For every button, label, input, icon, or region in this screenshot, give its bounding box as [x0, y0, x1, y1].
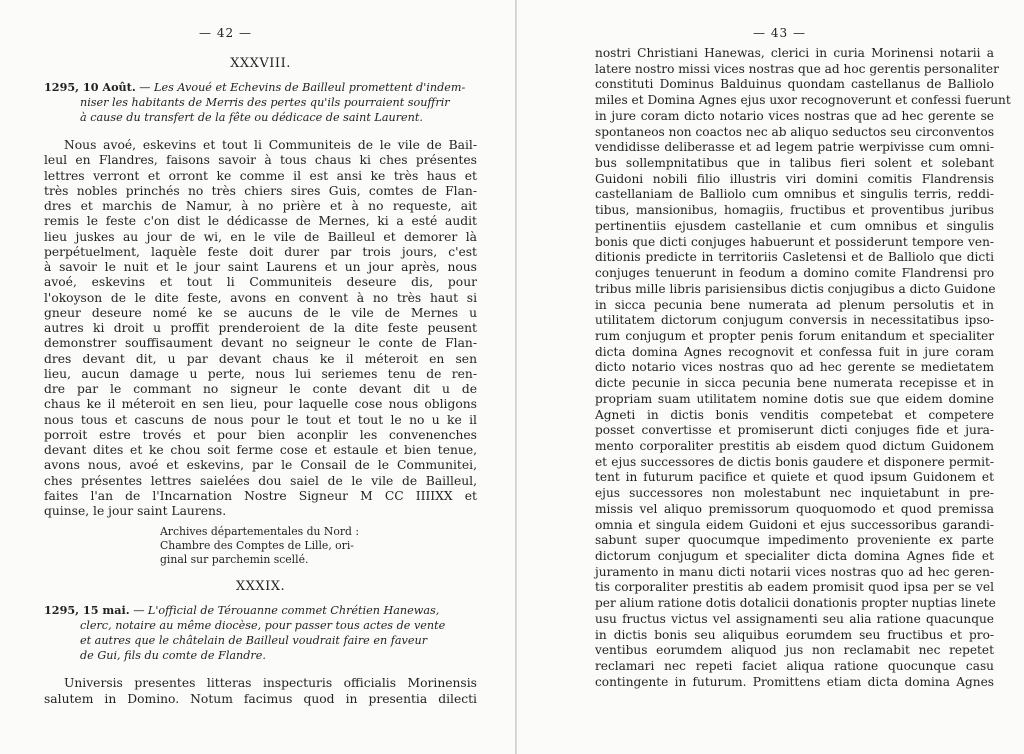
text-line: bonis que dicti conjuges habuerunt et possiderunt tempore ven- — [595, 234, 994, 249]
text-line: perpétuelment, laquèle feste doit durer par trois jours, c'est — [44, 244, 477, 259]
summary-first-line: — Les Avoué et Echevins de Bailleul promettent d'indem- — [139, 81, 466, 94]
text-line: missis vel aliquo premissorum quoquomodo et quod premissa — [595, 501, 994, 516]
text-line: in dictis bonis seu aliquibus eorumdem seu fructibus et pro- — [595, 627, 994, 642]
text-line: propriam suam utilitatem nomine dotis sue que eidem domine — [595, 391, 994, 406]
text-line: lieu juskes au jour de wi, en le vile de Bailleul et demorer là — [44, 229, 477, 244]
text-line: rum conjugum et propter penis forum enitandum et specialiter — [595, 328, 994, 343]
text-line: in jure coram dicto notario vices nostras que ad hec gerente se — [595, 108, 994, 123]
text-line: lettres verront et orront ke comme il est ansi ke très haus et — [44, 168, 477, 183]
page-number-left: — 42 — — [199, 26, 252, 40]
text-line: Guidoni nobili filio illustris viri domini comitis Flandrensis — [595, 171, 994, 186]
text-line: tibus, mansionibus, homagiis, fructibus et proventibus juribus — [595, 203, 994, 218]
charter-date: 1295, 10 Août. — [44, 80, 136, 94]
text-line: gneur deseure nomé ke se aucuns de le vile de Mernes u — [44, 305, 477, 320]
text-line: ches présentes lettres saielées dou saiel de le vile de Bailleul, — [44, 473, 477, 488]
text-line: avoé, eskevins et tout li Communiteis deseure dis, pour — [44, 275, 477, 290]
text-line: l'okoyson de le dite feste, avons en convent à no très haut si — [44, 290, 477, 305]
text-line: Nous avoé, eskevins et tout li Communiteis de le vile de Bail- — [64, 138, 477, 152]
text-line: juramento in manu dicti notarii vices nostras quo ad hec geren- — [595, 564, 994, 579]
text-line: remis le feste c'on dist le dédicasse de Mernes, ki a esté audit — [44, 214, 477, 229]
text-line: ejus successores non molestabunt nec inquietabunt in pre- — [595, 486, 994, 501]
text-line: castellaniam de Balliolo cum omnibus et singulis terris, reddi- — [595, 187, 994, 202]
text-line: dictorum conjugum et specialiter dicta domina Agnes fide et — [595, 549, 994, 563]
archive-line: Archives départementales du Nord : — [160, 525, 359, 539]
text-line: Universis presentes litteras inspecturis officialis Morinensis — [64, 676, 477, 691]
text-line: mento corporaliter prestitis ab eisdem quod dictum Guidonem — [595, 438, 994, 453]
archive-line: Chambre des Comptes de Lille, ori- — [160, 539, 354, 553]
text-line: très nobles princhés no très chiers sires Guis, comtes de Flan- — [44, 183, 477, 198]
text-line: tent in futurum pacifice et quiete et quod ipsum Guidonem et — [595, 470, 994, 485]
charter-date: 1295, 15 mai. — [44, 603, 130, 618]
charter-summary-xxxix — [44, 603, 477, 663]
charter-text-xxxviii — [44, 138, 477, 519]
archive-line: ginal sur parchemin scellé. — [160, 553, 309, 567]
text-line: tis corporaliter prestitis ab eadem promisit quod ipsa per se vel — [595, 580, 994, 595]
archive-reference — [160, 525, 477, 567]
text-line: autres ki droit u proffit prenderoient de la dite feste peusent — [44, 321, 477, 335]
text-line: constituti Dominus Balduinus quondam castellanus de Balliolo — [595, 77, 994, 92]
page-number-right: — 43 — — [753, 26, 806, 40]
text-line: ditionis predicte in territoriis Casletensi et de Balliolo que dicti — [595, 250, 994, 265]
summary-line: à cause du transfert de la fête ou dédicace de saint Laurent. — [80, 111, 423, 124]
right-page — [517, 0, 1024, 754]
text-line: ventibus eorumdem aliquod jus non reclamabit nec repetet — [595, 643, 994, 658]
text-line: avons nous, avoé et eskevins, par le Consail de le Communitei, — [44, 458, 477, 473]
text-line: tribus mille libris parisiensibus dictis conjugibus a dicto Guidone — [595, 281, 996, 296]
text-line: contingente in futurum. Promittens etiam dicta domina Agnes — [595, 674, 994, 689]
text-line: dre par le commant no signeur le conte devant dit u de — [44, 382, 477, 396]
text-line: miles et Domina Agnes ejus uxor recognoverunt et confessi fuerunt — [595, 93, 1011, 108]
text-line: latere nostro missi vices nostras que ad hoc gerentis personaliter — [595, 61, 999, 76]
text-line: dres et marchis de Namur, à no prière et à no requeste, ait — [44, 199, 477, 213]
text-line: dicto notario vices nostras quo ad hec gerente se medietatem — [595, 360, 994, 375]
text-line: reclamari nec repeti faciet aliqua ratione quocunque casu — [595, 659, 994, 674]
charter-text-xxxix — [44, 676, 477, 707]
text-line: bus sollempnitatibus que in talibus fieri solent et solebant — [595, 156, 994, 171]
text-line: vendidisse deliberasse et ad legem patrie werpivisse cum omni- — [595, 140, 994, 155]
summary-line: de Gui, fils du comte de Flandre. — [80, 649, 266, 663]
charter-number-xxxviii: XXXVIII. — [230, 56, 291, 71]
text-line: dicta domina Agnes recognovit et confessa fuit in jure coram — [595, 344, 994, 359]
text-line: devant dites et ke chou soit ferme cose et estaule et bien tenue, — [44, 443, 477, 457]
text-line: usu fructus victus vel assignamenti seu alia ratione quacunque — [595, 611, 994, 626]
text-line: dres devant dit, u par devant chaus ke il méteroit en sen — [44, 351, 477, 366]
text-line: porroit estre trovés et pour bien aconplir les convenenches — [44, 427, 477, 442]
charter-summary-xxxviii — [44, 80, 477, 125]
summary-first-line: — L'official de Térouanne commet Chrétien Hanewas, — [133, 604, 440, 618]
text-line: sabunt super quocumque impedimento proveniente ex parte — [595, 533, 994, 548]
text-line: faites l'an de l'Incarnation Nostre Signeur M CC IIIIXX et — [44, 488, 477, 503]
text-line: per alium ratione dotis dotalicii donationis propter nuptias linete — [595, 596, 996, 611]
text-line: nous tous et cascuns de nous pour le tout et tout le no u ke il — [44, 412, 477, 427]
text-line: nostri Christiani Hanewas, clerici in curia Morinensi notarii a — [595, 46, 994, 60]
text-line: leul en Flandres, faisons savoir à tous chaus ki ches présentes — [44, 153, 477, 168]
text-line: in sicca pecunia bene numerata ad plenum persolutis et in — [595, 297, 994, 312]
text-line: omnia et singula eidem Guidoni et ejus successoribus garandi- — [595, 517, 994, 532]
summary-line: clerc, notaire au même diocèse, pour passer tous actes de vente — [80, 619, 446, 633]
text-line: pertinentiis ejusdem castellanie et cum omnibus et singulis — [595, 218, 994, 233]
charter-text-continued — [595, 46, 1011, 690]
text-line: quinse, le jour saint Laurens. — [44, 504, 227, 518]
text-line: demonstrer souffisaument devant no seigneur le conte de Flan- — [44, 336, 477, 351]
text-line: à savoir le nuit et le jour saint Laurens et un jour après, nous — [44, 260, 477, 274]
text-line: conjuges tenuerunt in feodum a domino comite Flandrensi pro — [595, 266, 994, 281]
text-line: salutem in Domino. Notum facimus quod in presentia dilecti — [44, 691, 477, 706]
text-line: lieu, aucun damage u perte, nous lui seriemes tenu de ren- — [44, 366, 477, 381]
text-line: spontaneos non coactos nec ab aliquo seductos seu circonventos — [595, 124, 995, 139]
text-line: Agneti in dictis bonis venditis competebat et competere — [595, 407, 994, 422]
summary-line: et autres que le châtelain de Bailleul voudrait faire en faveur — [80, 634, 428, 648]
text-line: et ejus successores de dictis bonis gaudere et disponere permit- — [595, 454, 994, 469]
text-line: utilitatem dictorum conjugum conversis in necessitatibus ipso- — [595, 313, 994, 328]
charter-number-xxxix: XXXIX. — [235, 579, 286, 595]
summary-line: niser les habitants de Merris des pertes qu'ils pourraient souffrir — [80, 96, 450, 109]
text-line: chaus ke il méteroit en sen lieu, pour laquelle cose nous obligons — [44, 397, 477, 412]
text-line: dicte pecunie in sicca pecunia bene numerata recepisse et in — [595, 376, 994, 391]
text-line: posset convertisse et promiserunt dicti conjuges fide et jura- — [595, 423, 994, 438]
